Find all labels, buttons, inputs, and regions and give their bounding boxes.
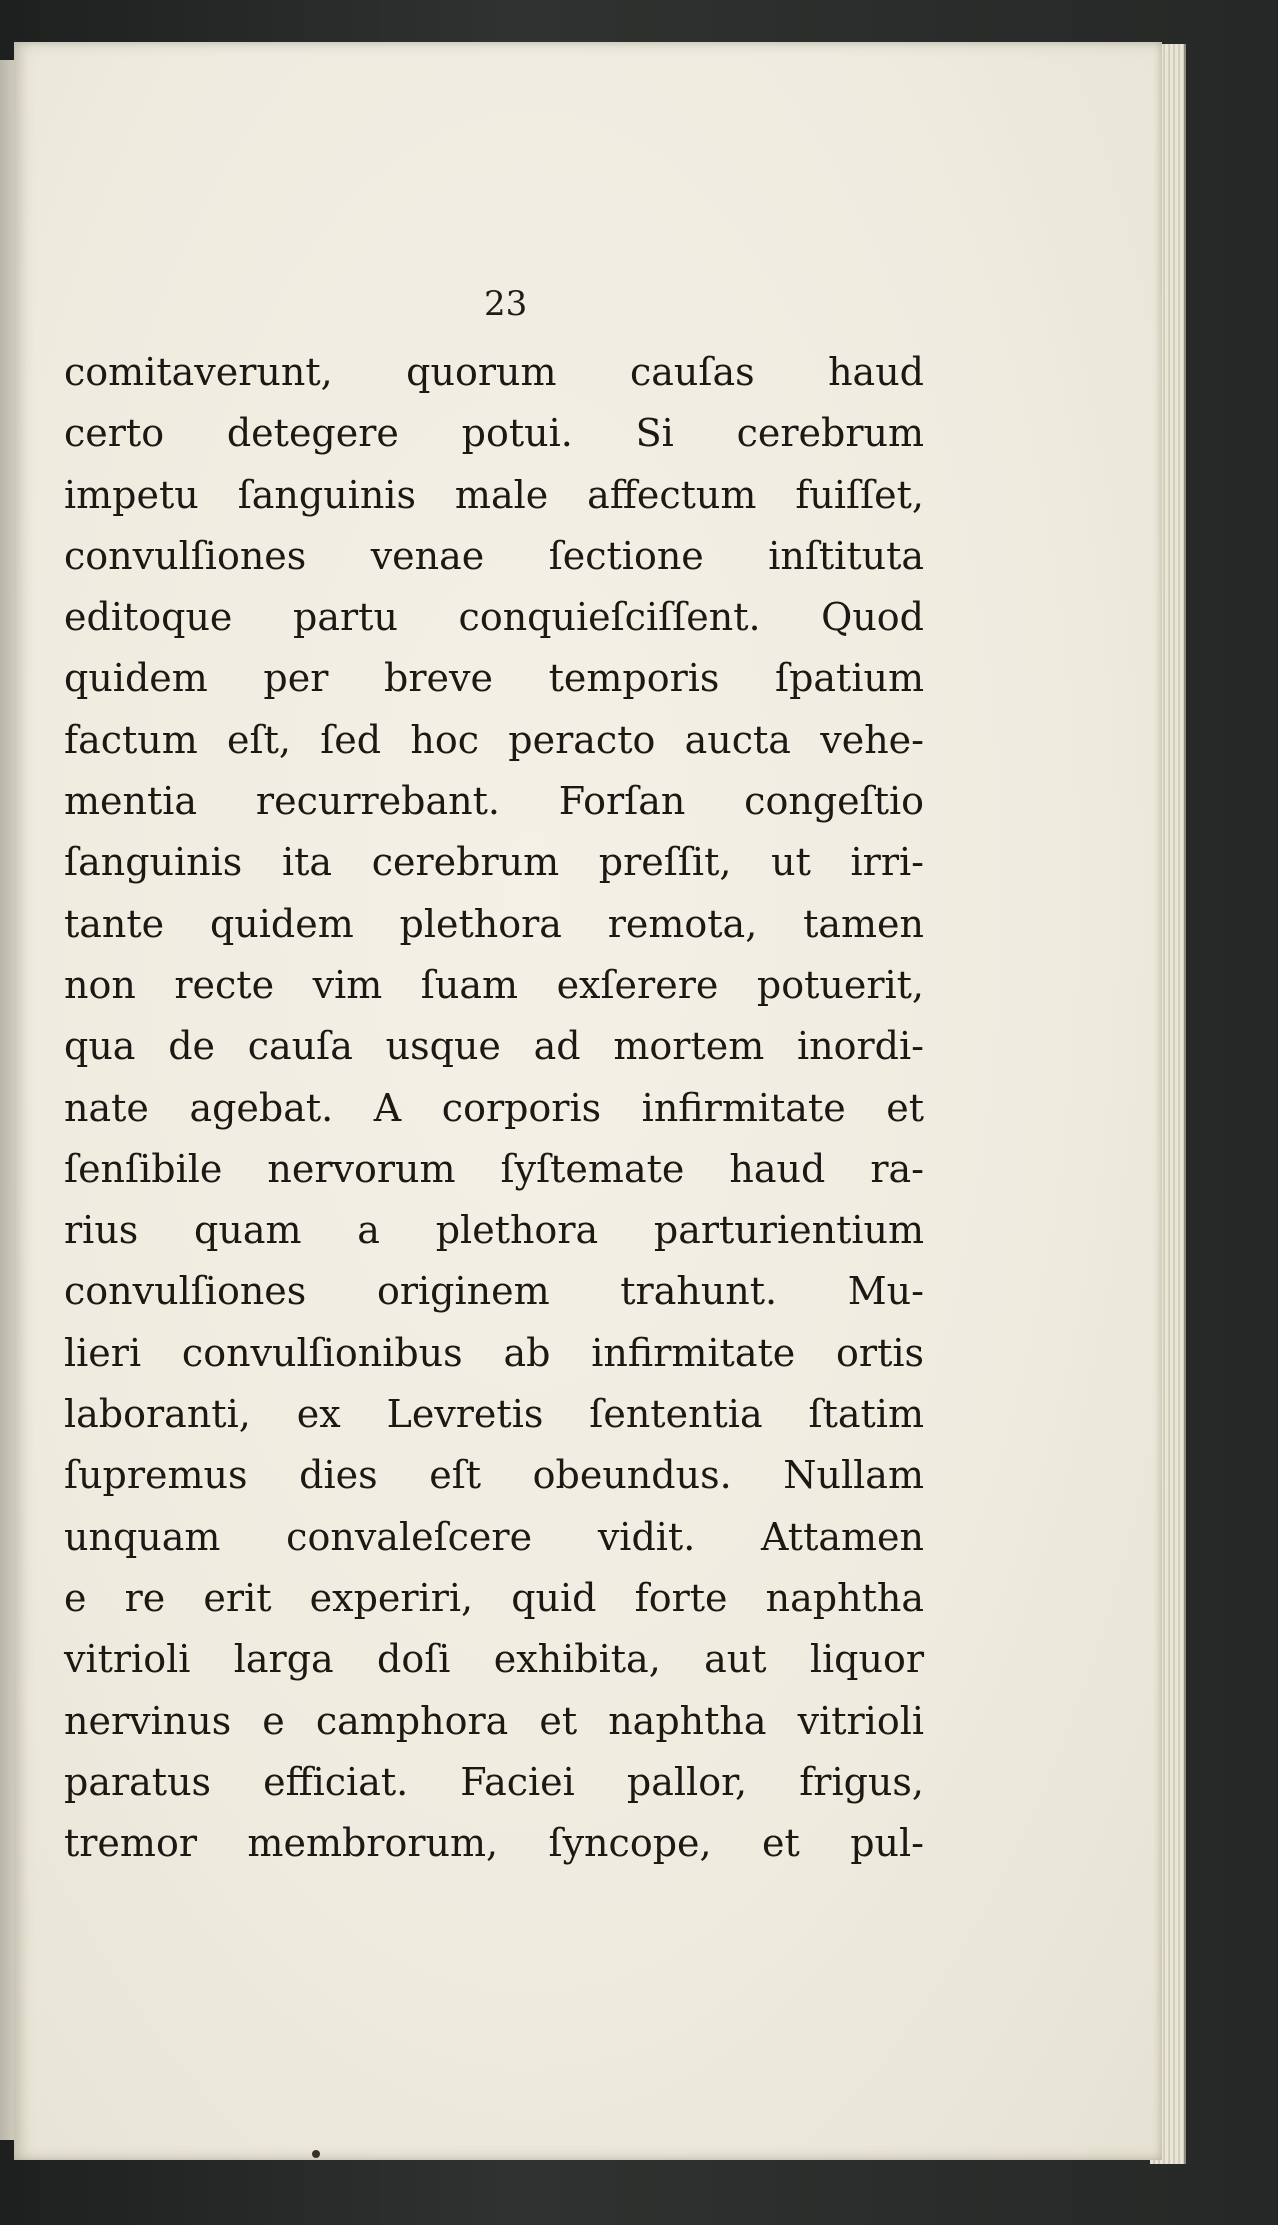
text-line: rius quam a plethora parturientium (64, 1208, 924, 1253)
text-line: lieri convulſionibus ab infirmitate ortis (64, 1330, 924, 1375)
text-line: non recte vim ſuam exſerere potuerit, (64, 962, 924, 1007)
text-line: ſenſibile nervorum ſyſtemate haud ra- (64, 1146, 924, 1191)
text-line: nervinus e camphora et naphtha vitrioli (64, 1698, 924, 1743)
text-line: quidem per breve temporis ſpatium (64, 656, 924, 701)
body-text (64, 342, 924, 1874)
text-line: qua de cauſa usque ad mortem inordi- (64, 1024, 924, 1069)
text-line: unquam convaleſcere vidit. Attamen (64, 1514, 924, 1559)
text-line: nate agebat. A corporis infirmitate et (64, 1085, 924, 1130)
text-line: ſanguinis ita cerebrum preſſit, ut irri- (64, 840, 924, 885)
text-line: mentia recurrebant. Forſan congeſtio (64, 779, 924, 824)
text-line: tremor membrorum, ſyncope, et pul- (64, 1821, 924, 1866)
text-line: convulſiones venae ſectione inſtituta (64, 533, 924, 578)
ink-spot (312, 2150, 320, 2158)
book-page (14, 42, 1162, 2160)
text-line: editoque partu conquieſciſſent. Quod (64, 595, 924, 640)
page-number: 23 (484, 284, 528, 324)
text-line: e re erit experiri, quid forte naphtha (64, 1575, 924, 1620)
text-line: tante quidem plethora remota, tamen (64, 901, 924, 946)
text-line: factum eſt, ſed hoc peracto aucta vehe- (64, 717, 924, 762)
text-line: comitaverunt, quorum cauſas haud (64, 350, 924, 394)
text-line: certo detegere potui. Si cerebrum (64, 411, 924, 456)
text-line: laboranti, ex Levretis ſententia ſtatim (64, 1392, 924, 1437)
text-line: paratus efficiat. Faciei pallor, frigus, (64, 1759, 924, 1804)
text-line: vitrioli larga doſi exhibita, aut liquor (64, 1637, 924, 1682)
text-line: impetu ſanguinis male affectum fuiſſet, (64, 472, 924, 517)
text-line: ſupremus dies eſt obeundus. Nullam (64, 1453, 924, 1498)
text-line: convulſiones originem trahunt. Mu- (64, 1269, 924, 1314)
